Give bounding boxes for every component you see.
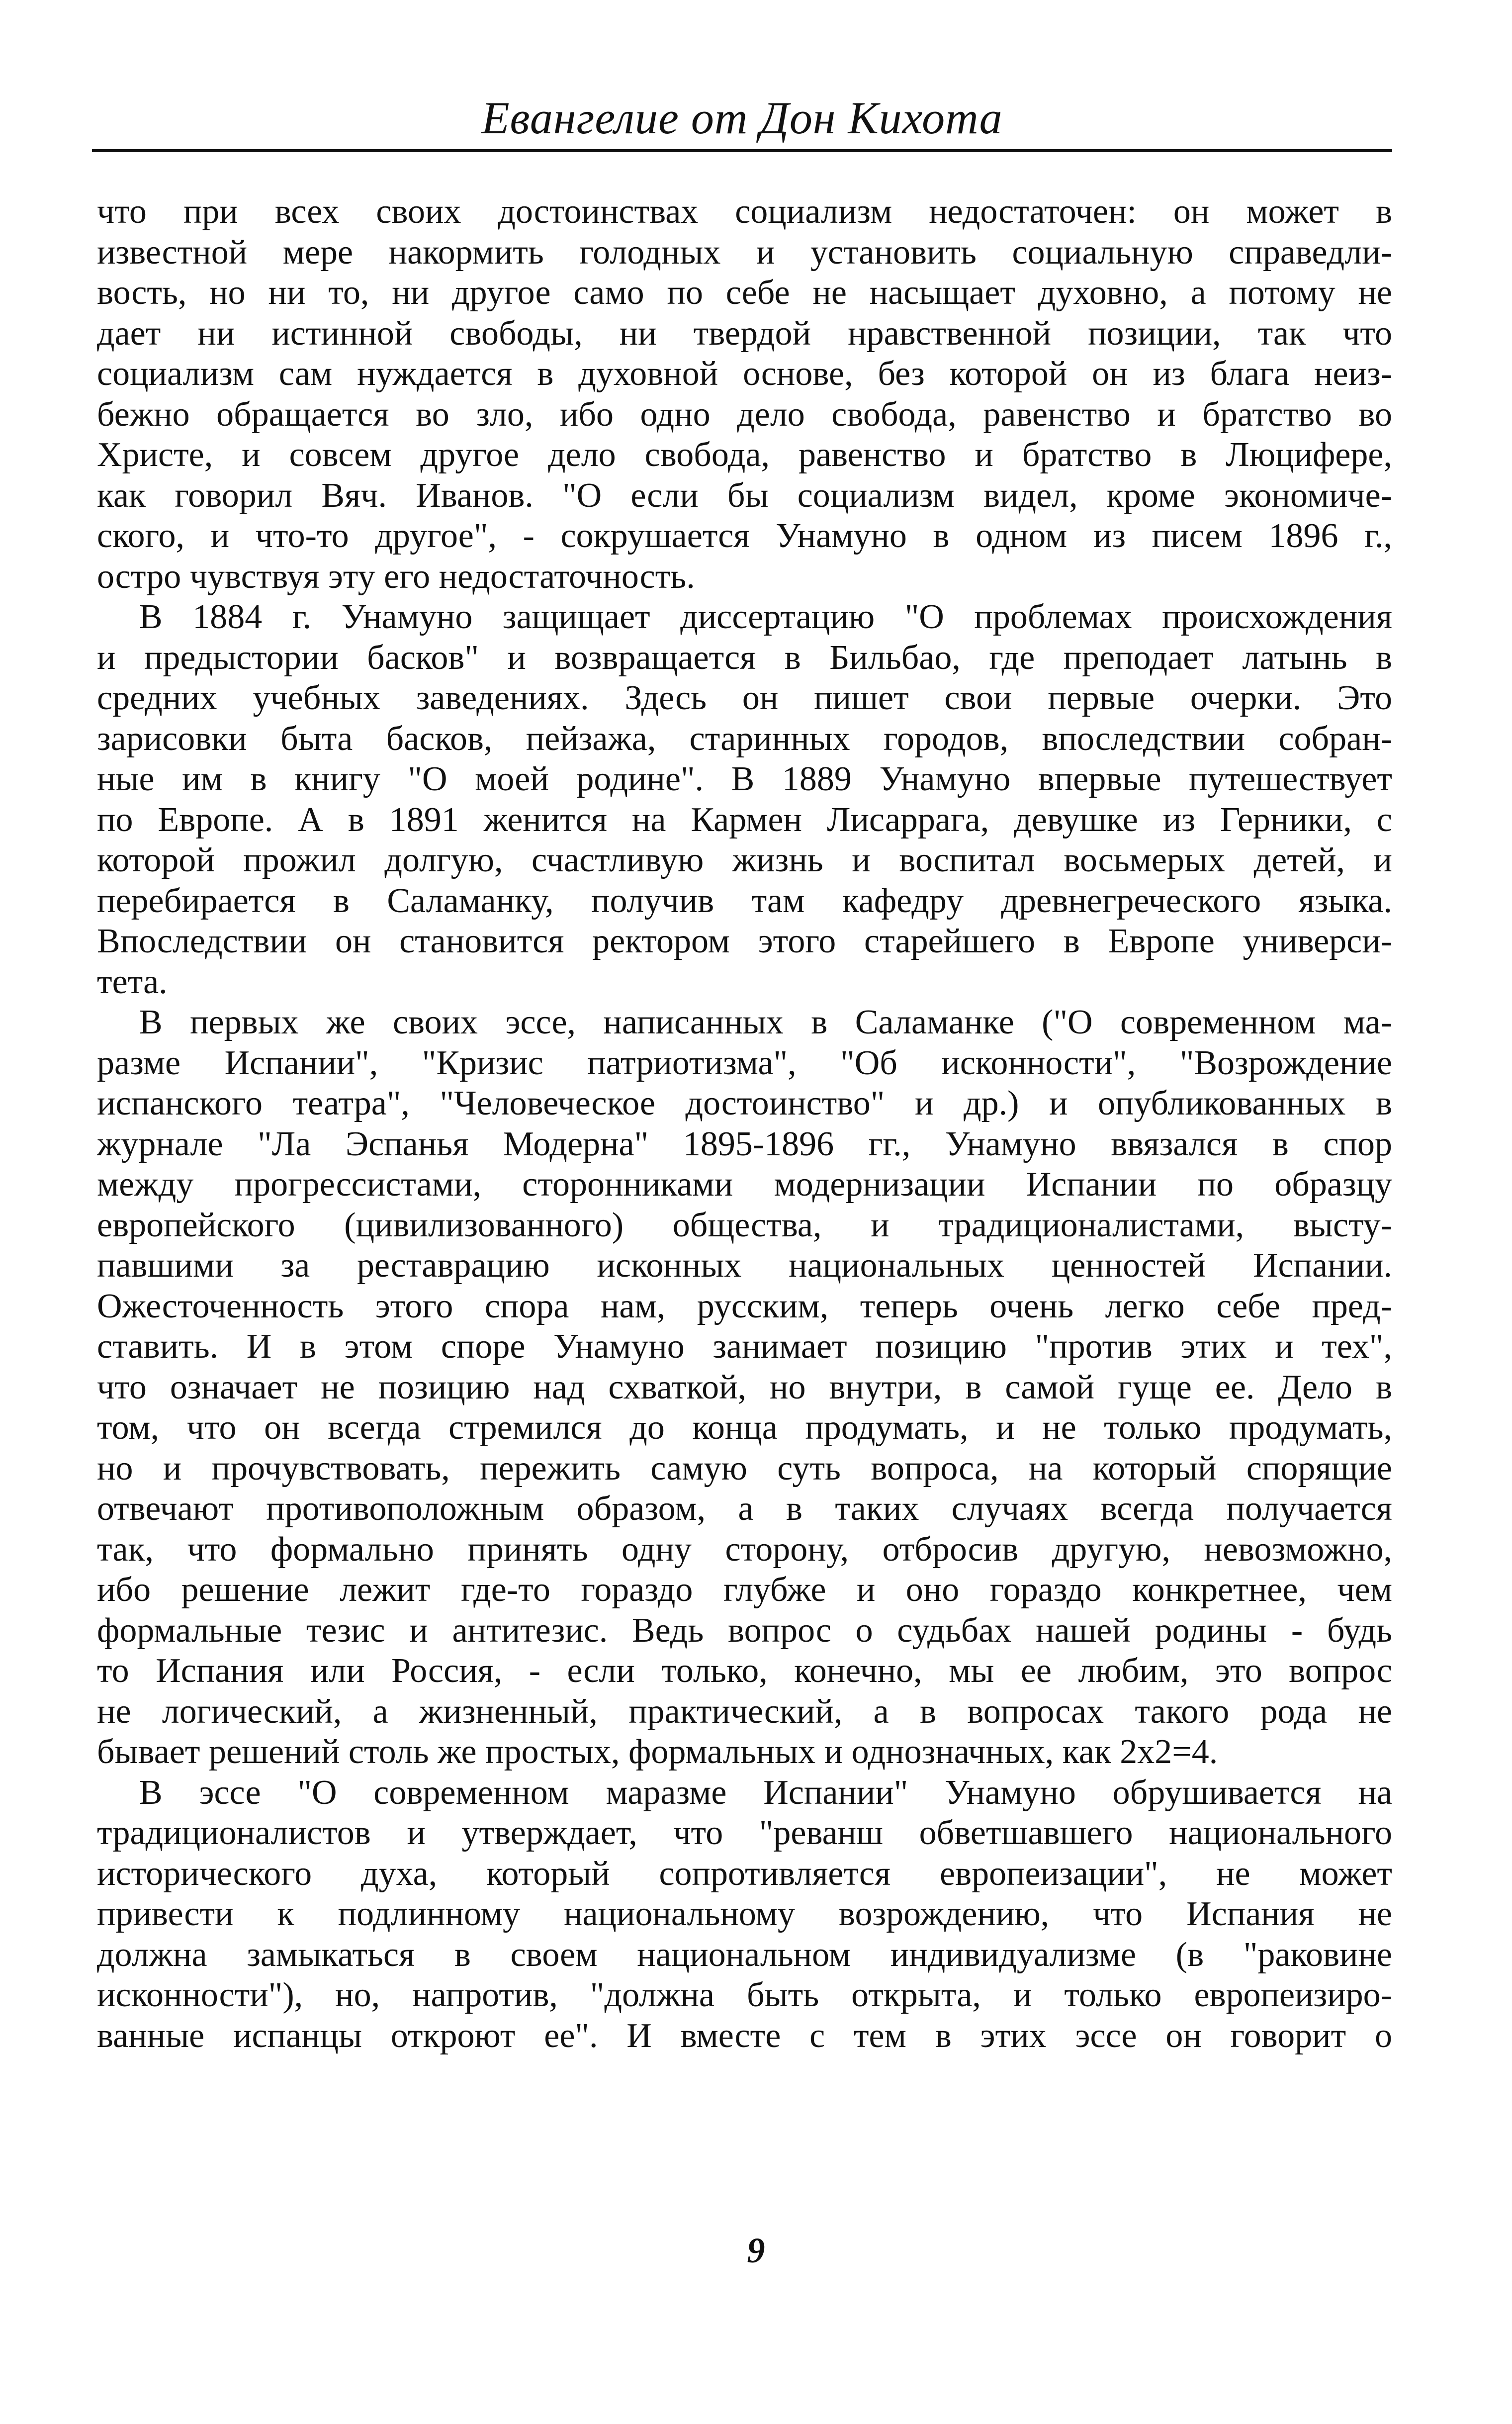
text-line: В первых же своих эссе, написанных в Саламанке ("О современном ма-: [139, 1003, 1392, 1041]
text-line: что означает не позицию над схваткой, но внутри, в самой гуще ее. Дело в: [97, 1368, 1392, 1406]
text-line: известной мере накормить голодных и установить социальную справедли-: [97, 233, 1392, 272]
text-line: то Испания или Россия, - если только, конечно, мы ее любим, это вопрос: [97, 1652, 1392, 1690]
text-line: журнале "Ла Эспанья Модерна" 1895-1896 гг., Унамуно ввязался в спор: [97, 1124, 1392, 1163]
running-header: [92, 87, 1392, 152]
text-line: отвечают противоположным образом, а в таких случаях всегда получается: [97, 1490, 1392, 1528]
text-line: которой прожил долгую, счастливую жизнь и воспитал восьмерых детей, и: [97, 841, 1392, 879]
text-line: исторического духа, который сопротивляется европеизации", не может: [97, 1854, 1392, 1893]
text-line: Впоследствии он становится ректором этого старейшего в Европе универси-: [97, 922, 1392, 960]
text-line: европейского (цивилизованного) общества, и традиционалистами, высту-: [97, 1206, 1392, 1244]
text-line: ванные испанцы откроют ее". И вместе с тем в этих эссе он говорит о: [97, 2016, 1392, 2055]
running-header-title: Евангелие от Дон Кихота: [481, 93, 1003, 143]
text-line: исконности"), но, напротив, "должна быть открыта, и только европеизиро-: [97, 1976, 1392, 2014]
text-line: вость, но ни то, ни другое само по себе не насыщает духовно, а потому не: [97, 274, 1392, 312]
text-line: традиционалистов и утверждает, что "реванш обветшавшего национального: [97, 1814, 1392, 1852]
text-line: что при всех своих достоинствах социализм недостаточен: он может в: [97, 192, 1392, 231]
text-line: социализм сам нуждается в духовной основе, без которой он из блага неиз-: [97, 355, 1392, 393]
text-line: так, что формально принять одну сторону, отбросив другую, невозможно,: [97, 1530, 1392, 1569]
text-line: разме Испании", "Кризис патриотизма", "Об исконности", "Возрождение: [97, 1043, 1392, 1082]
text-line: испанского театра", "Человеческое достоинство" и др.) и опубликованных в: [97, 1084, 1392, 1122]
text-line: и предыстории басков" и возвращается в Бильбао, где преподает латынь в: [97, 638, 1392, 677]
text-line: В 1884 г. Унамуно защищает диссертацию "О проблемах происхождения: [139, 598, 1392, 636]
text-line: ставить. И в этом споре Унамуно занимает позицию "против этих и тех",: [97, 1327, 1392, 1366]
text-line: должна замыкаться в своем национальном индивидуализме (в "раковине: [97, 1935, 1392, 1974]
text-line: формальные тезис и антитезис. Ведь вопрос о судьбах нашей родины - будь: [97, 1611, 1392, 1650]
body-text: [97, 191, 1392, 2056]
text-line: павшими за реставрацию исконных национальных ценностей Испании.: [97, 1246, 1392, 1285]
text-line: ные им в книгу "О моей родине". В 1889 Унамуно впервые путешествует: [97, 760, 1392, 798]
text-line: бывает решений столь же простых, формальных и однозначных, как 2x2=4.: [97, 1733, 1218, 1771]
text-line: привести к подлинному национальному возрождению, что Испания не: [97, 1895, 1392, 1933]
page-number: 9: [747, 2231, 765, 2270]
text-line: но и прочувствовать, пережить самую суть вопроса, на который спорящие: [97, 1449, 1392, 1488]
text-line: перебирается в Саламанку, получив там кафедру древнегреческого языка.: [97, 881, 1392, 920]
text-line: зарисовки быта басков, пейзажа, старинных городов, впоследствии собран-: [97, 719, 1392, 758]
text-line: как говорил Вяч. Иванов. "О если бы социализм видел, кроме экономиче-: [97, 476, 1392, 515]
text-line: ибо решение лежит где-то гораздо глубже и оно гораздо конкретнее, чем: [97, 1571, 1392, 1609]
text-line: тета.: [97, 962, 168, 1001]
text-line: том, что он всегда стремился до конца продумать, и не только продумать,: [97, 1408, 1392, 1447]
text-line: дает ни истинной свободы, ни твердой нравственной позиции, так что: [97, 314, 1392, 353]
text-line: по Европе. А в 1891 женится на Кармен Лисаррага, девушке из Герники, с: [97, 800, 1392, 839]
text-line: средних учебных заведениях. Здесь он пишет свои первые очерки. Это: [97, 679, 1392, 717]
text-line: Христе, и совсем другое дело свобода, равенство и братство в Люцифере,: [97, 436, 1392, 474]
text-line: не логический, а жизненный, практический, а в вопросах такого рода не: [97, 1692, 1392, 1731]
text-line: остро чувствуя эту его недостаточность.: [97, 557, 695, 596]
text-line: В эссе "О современном маразме Испании" Унамуно обрушивается на: [139, 1773, 1392, 1812]
text-line: между прогрессистами, сторонниками модернизации Испании по образцу: [97, 1165, 1392, 1204]
text-line: бежно обращается во зло, ибо одно дело свобода, равенство и братство во: [97, 395, 1392, 434]
text-line: ского, и что-то другое", - сокрушается Унамуно в одном из писем 1896 г.,: [97, 517, 1392, 555]
text-line: Ожесточенность этого спора нам, русским, теперь очень легко себе пред-: [97, 1287, 1392, 1325]
